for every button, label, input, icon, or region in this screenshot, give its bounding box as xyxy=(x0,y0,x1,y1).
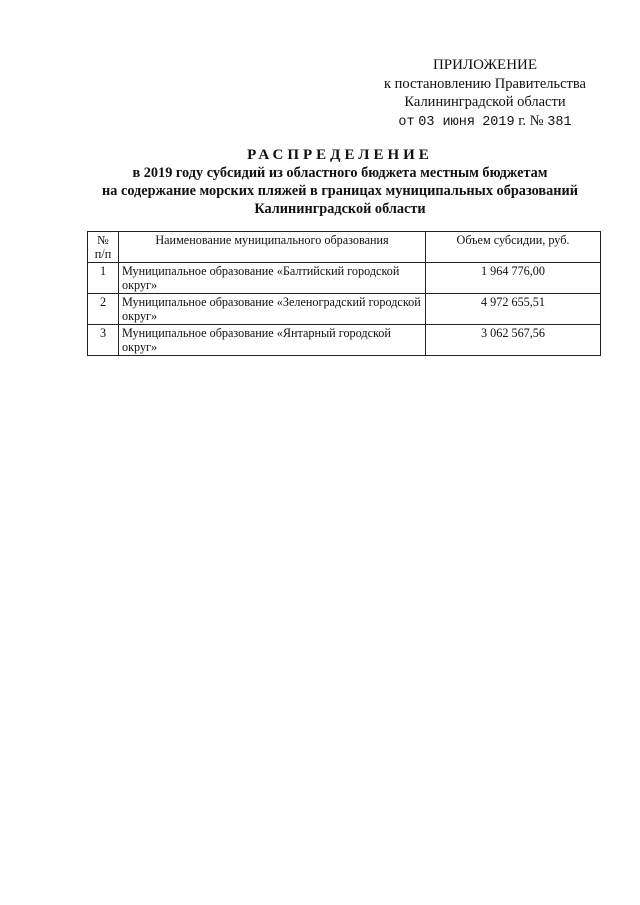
appendix-title: ПРИЛОЖЕНИЕ xyxy=(432,57,538,73)
subsidy-table xyxy=(87,231,601,356)
table-row xyxy=(88,263,601,294)
heading-title: РАСПРЕДЕЛЕНИЕ xyxy=(247,147,433,163)
document-heading xyxy=(70,146,610,218)
date-year: 2019 xyxy=(482,114,515,130)
appendix-region-line: Калининградской области xyxy=(404,94,566,110)
row-amount: 4 972 655,51 xyxy=(426,294,601,325)
heading-line-1: в 2019 году субсидий из областного бюджета местным бюджетам xyxy=(132,165,548,181)
appendix-block xyxy=(360,56,610,132)
table-row xyxy=(88,325,601,356)
table-row xyxy=(88,294,601,325)
header-amount: Объем субсидии, руб. xyxy=(426,232,601,263)
heading-line-3: Калининградской области xyxy=(254,201,426,217)
date-year-suffix: г. № xyxy=(518,112,544,129)
row-num: 2 xyxy=(88,294,119,325)
table-header-row xyxy=(88,232,601,263)
row-name: Муниципальное образование «Балтийский городской округ» xyxy=(119,263,426,294)
date-prefix: от xyxy=(398,114,415,130)
row-num: 1 xyxy=(88,263,119,294)
heading-line-2: на содержание морских пляжей в границах муниципальных образований xyxy=(102,183,578,199)
decree-number: 381 xyxy=(547,114,572,130)
row-num: 3 xyxy=(88,325,119,356)
appendix-decree-line: к постановлению Правительства xyxy=(384,75,586,92)
appendix-date-line xyxy=(360,112,610,133)
row-amount: 3 062 567,56 xyxy=(426,325,601,356)
date-value: 03 июня xyxy=(418,114,475,130)
row-amount: 1 964 776,00 xyxy=(426,263,601,294)
row-name: Муниципальное образование «Янтарный городской округ» xyxy=(119,325,426,356)
row-name: Муниципальное образование «Зеленоградский городской округ» xyxy=(119,294,426,325)
header-num: № п/п xyxy=(88,232,119,263)
header-name: Наименование муниципального образования xyxy=(119,232,426,263)
